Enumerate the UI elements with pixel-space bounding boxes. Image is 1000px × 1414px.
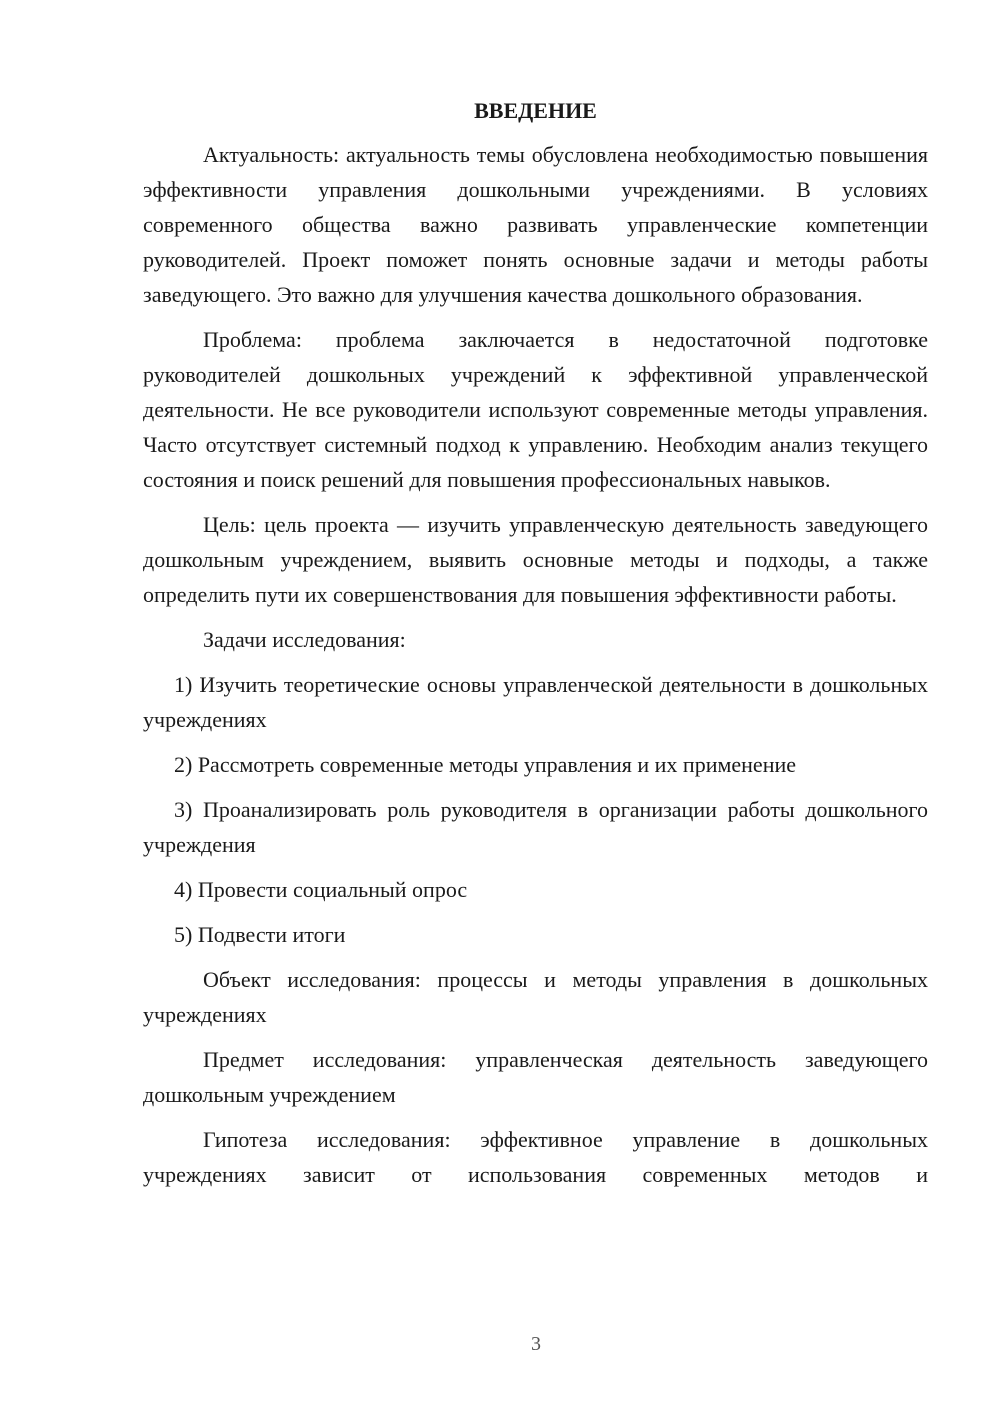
page-content (143, 95, 928, 1192)
task-item-1: 1) Изучить теоретические основы управленческой деятельности в дошкольных учреждениях (143, 672, 928, 732)
task-item-3: 3) Проанализировать роль руководителя в организации работы дошкольного учреждения (143, 797, 928, 857)
paragraph-problem: Проблема: проблема заключается в недостаточной подготовке руководителей дошкольных учреждений к эффективной управленческой деятельности. Не все руководители используют современные методы управления. Часто отсутствует системный подход к управлению. Необходим анализ текущего состояния и поиск решений для повышения профессиональных навыков. (143, 327, 928, 492)
task-item-4: 4) Провести социальный опрос (174, 877, 468, 902)
paragraph-goal: Цель: цель проекта — изучить управленческую деятельность заведующего дошкольным учреждением, выявить основные методы и подходы, а также определить пути их совершенствования для повышения эффективности работы. (143, 512, 928, 607)
paragraph-relevance: Актуальность: актуальность темы обусловлена необходимостью повышения эффективности управления дошкольными учреждениями. В условиях современного общества важно развивать управленческие компетенции руководителей. Проект поможет понять основные задачи и методы работы заведующего. Это важно для улучшения качества дошкольного образования. (143, 142, 928, 307)
paragraph-hypothesis: Гипотеза исследования: эффективное управление в дошкольных учреждениях зависит от использования современных методов и (143, 1127, 928, 1187)
task-item-2: 2) Рассмотреть современные методы управления и их применение (174, 752, 797, 777)
paragraph-subject: Предмет исследования: управленческая деятельность заведующего дошкольным учреждением (143, 1047, 928, 1107)
tasks-heading: Задачи исследования: (203, 627, 406, 652)
task-item-5: 5) Подвести итоги (174, 922, 346, 947)
page-number: 3 (531, 1333, 541, 1355)
paragraph-object: Объект исследования: процессы и методы управления в дошкольных учреждениях (143, 967, 928, 1027)
section-title: ВВЕДЕНИЕ (474, 98, 597, 123)
